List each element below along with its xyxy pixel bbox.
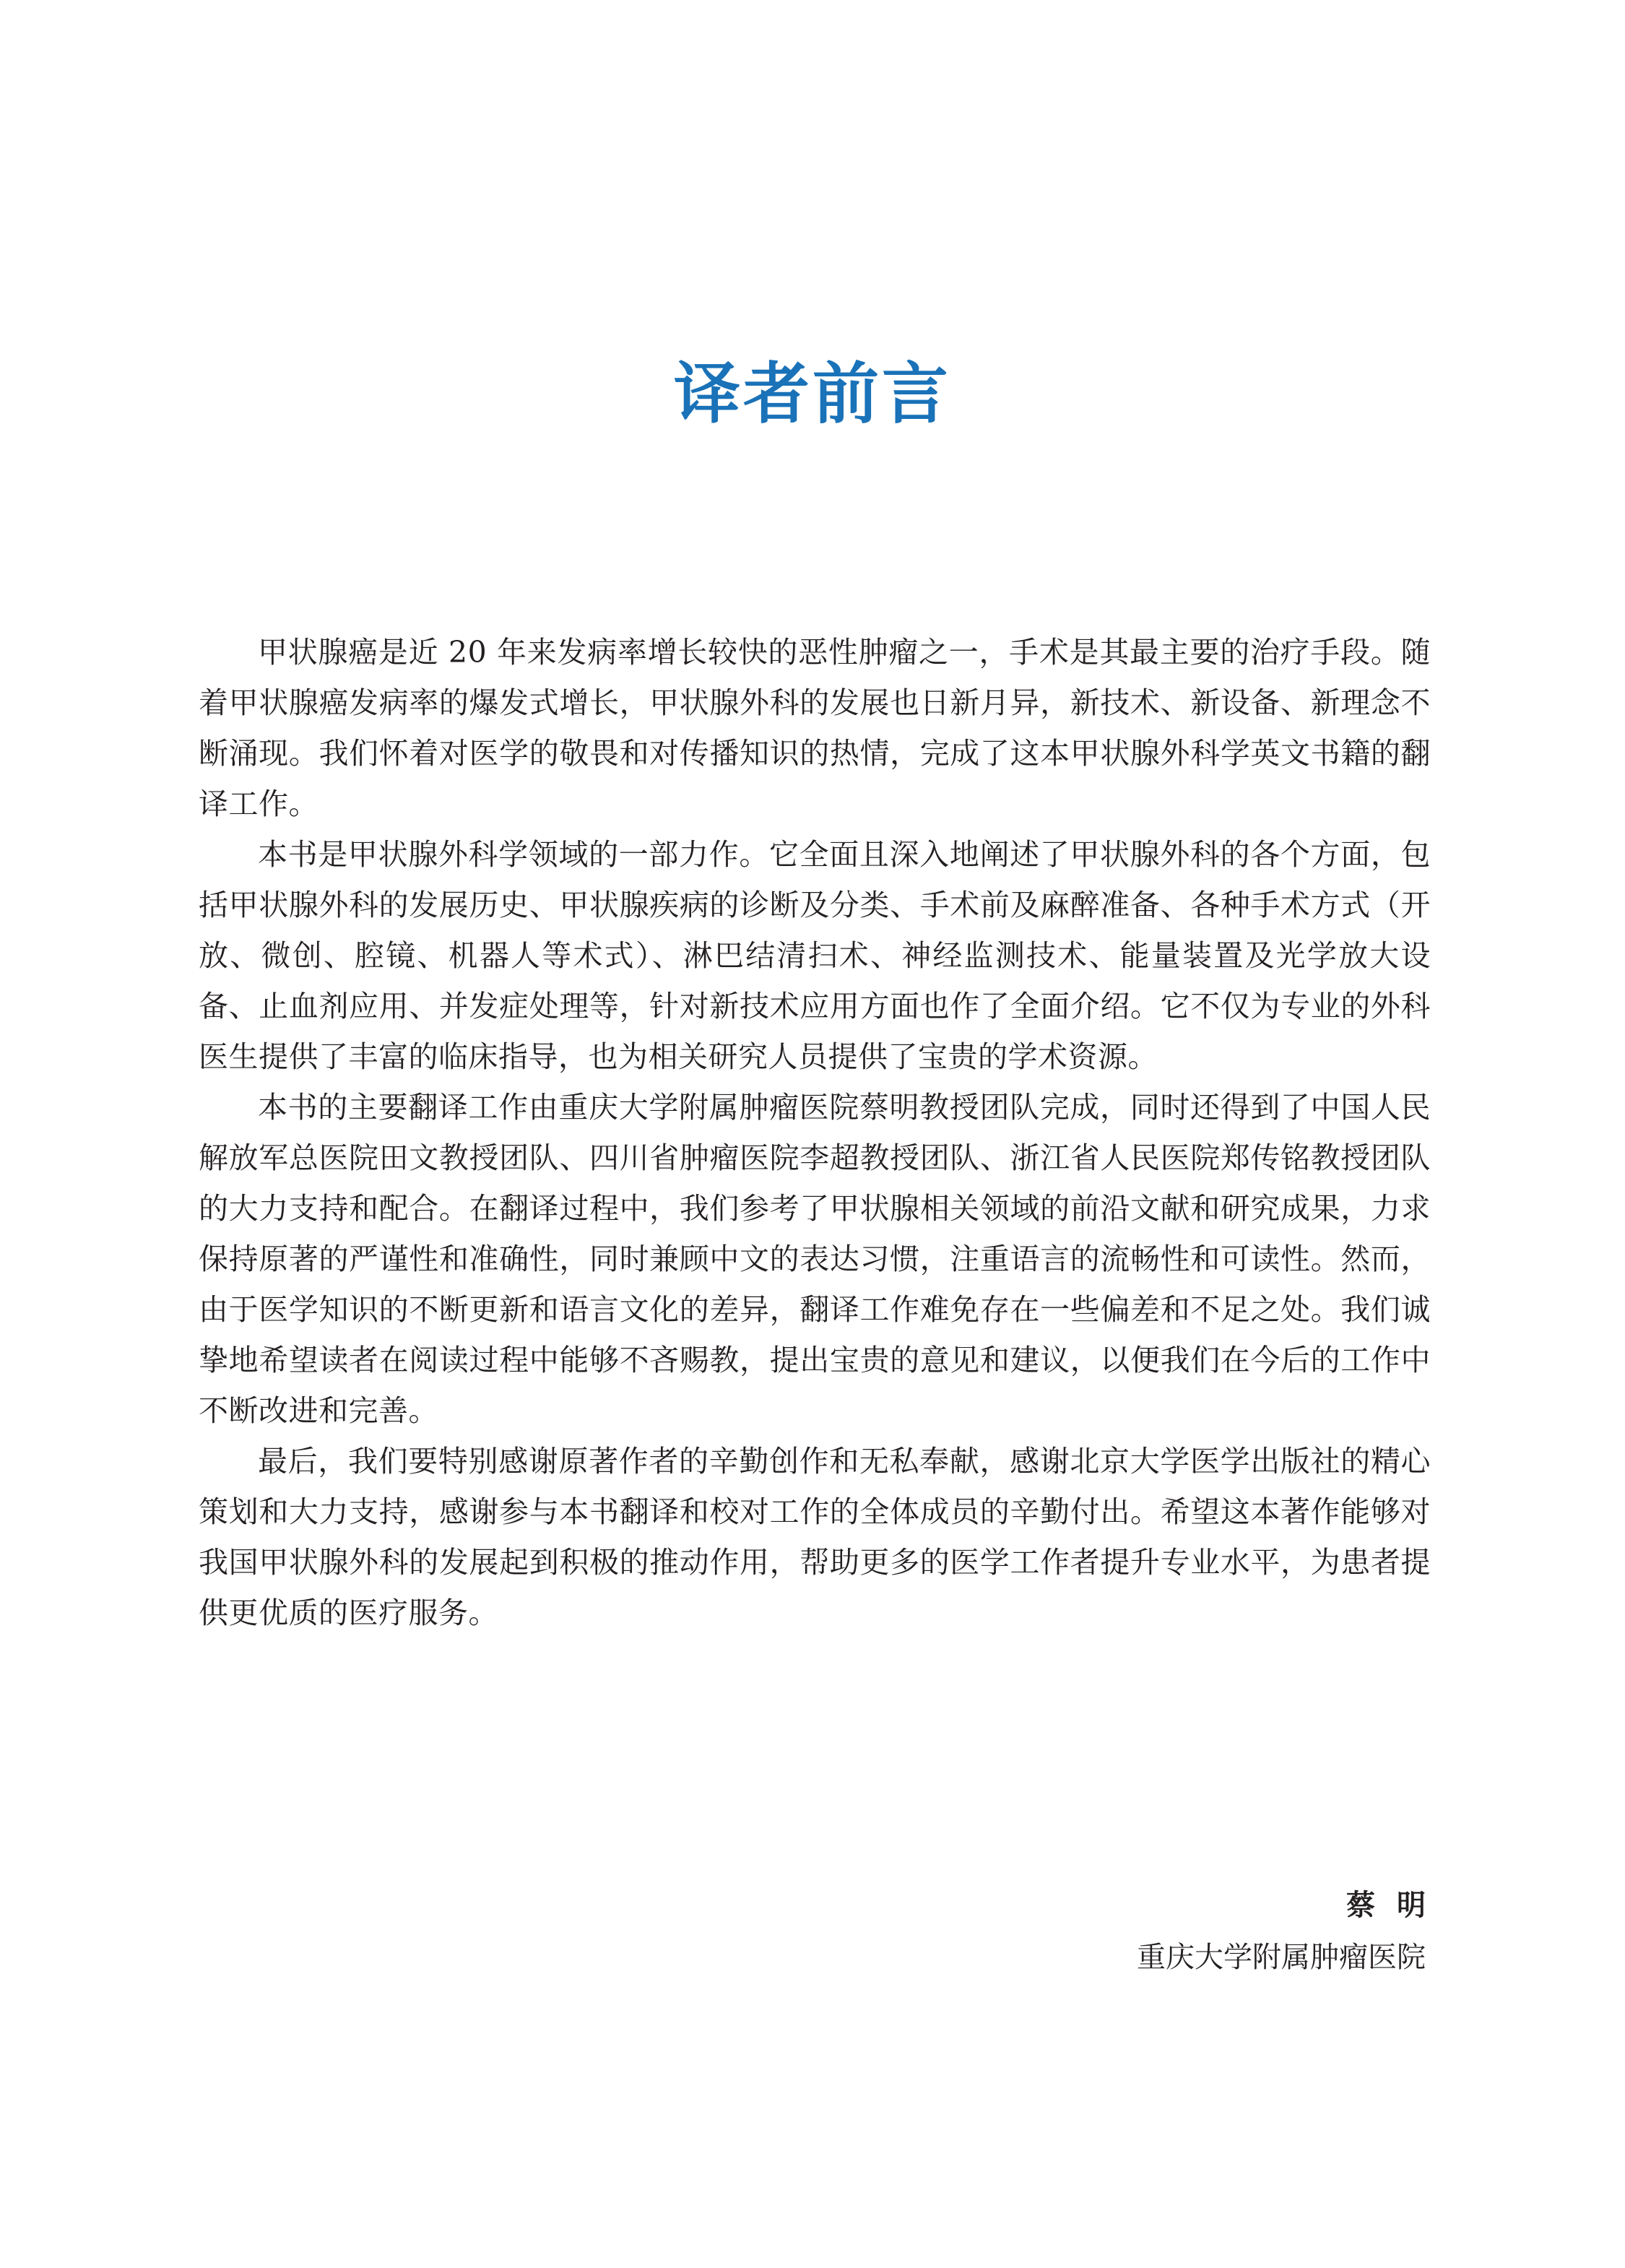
- preface-body: [199, 627, 1431, 1638]
- paragraph-4: 最后，我们要特别感谢原著作者的辛勤创作和无私奉献，感谢北京大学医学出版社的精心策划和大力支持，感谢参与本书翻译和校对工作的全体成员的辛勤付出。希望这本著作能够对我国甲状腺外科的发展起到积极的推动作用，帮助更多的医学工作者提升专业水平，为患者提供更优质的医疗服务。: [199, 1444, 1431, 1630]
- signature-affiliation: 重庆大学附属肿瘤医院: [1137, 1941, 1426, 1974]
- paragraph-1: 甲状腺癌是近 20 年来发病率增长较快的恶性肿瘤之一，手术是其最主要的治疗手段。随着甲状腺癌发病率的爆发式增长，甲状腺外科的发展也日新月异，新技术、新设备、新理念不断涌现。我们怀着对医学的敬畏和对传播知识的热情，完成了这本甲状腺外科学英文书籍的翻译工作。: [199, 635, 1431, 821]
- paragraph-2: 本书是甲状腺外科学领域的一部力作。它全面且深入地阐述了甲状腺外科的各个方面，包括甲状腺外科的发展历史、甲状腺疾病的诊断及分类、手术前及麻醉准备、各种手术方式（开放、微创、腔镜、机器人等术式）、淋巴结清扫术、神经监测技术、能量装置及光学放大设备、止血剂应用、并发症处理等，针对新技术应用方面也作了全面介绍。它不仅为专业的外科医生提供了丰富的临床指导，也为相关研究人员提供了宝贵的学术资源。: [199, 837, 1431, 1074]
- signature-block: [1137, 1879, 1447, 1983]
- page-title: 译者前言: [673, 355, 951, 433]
- signature-name: 蔡明: [1346, 1889, 1447, 1922]
- paragraph-3: 本书的主要翻译工作由重庆大学附属肿瘤医院蔡明教授团队完成，同时还得到了中国人民解放军总医院田文教授团队、四川省肿瘤医院李超教授团队、浙江省人民医院郑传铭教授团队的大力支持和配合。在翻译过程中，我们参考了甲状腺相关领域的前沿文献和研究成果，力求保持原著的严谨性和准确性，同时兼顾中文的表达习惯，注重语言的流畅性和可读性。然而，由于医学知识的不断更新和语言文化的差异，翻译工作难免存在一些偏差和不足之处。我们诚挚地希望读者在阅读过程中能够不吝赐教，提出宝贵的意见和建议，以便我们在今后的工作中不断改进和完善。: [199, 1090, 1431, 1428]
